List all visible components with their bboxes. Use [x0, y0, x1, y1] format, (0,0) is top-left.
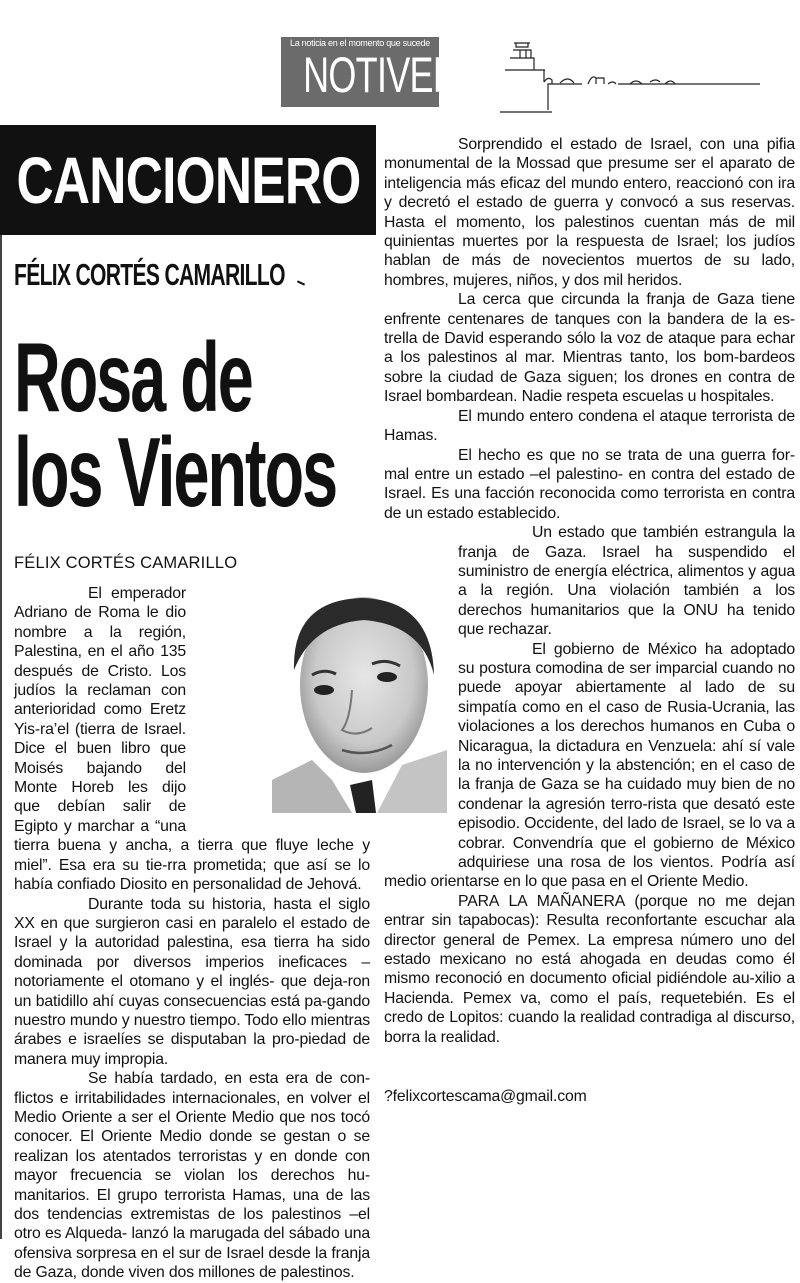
headline-line-1: Rosa de	[14, 322, 252, 432]
masthead-name: NOTIVER	[303, 47, 459, 103]
paragraph: Durante toda su historia, hasta el siglo XX en que surgieron casi en paralelo el estado de Israel y la autoridad palestina, esa tierra ha sido dominada por diversos imperios ineficaces –notoriamente el otomano y el inglés- que deja-ron un batidillo ahí cuyas consecuencias está pa-gando nuestro mundo y nuestro tiempo. Todo ello mientras árabes e israelíes se disputaban la pro-piedad de manera muy impropia.	[14, 895, 370, 1068]
section-title: CANCIONERO	[16, 143, 361, 217]
paragraph: El gobierno de México ha adoptado su postura comodina de ser imparcial cuando no puede apoyar abiertamente al lado de su simpatía como en el caso de Rusia-Ucrania, las violaciones a los derechos humanos en Cuba o Nicaragua, la dictadura en Venzuela: ahí sí vale la no intervención y la abstención; en el caso de la franja de Gaza se ha cuidado muy bien de no condenar la agresión terro-rista que desató este episodio. Occidente, del lado de Israel, se lo va a cobrar. Convendría que el gobierno de México adquiriese una rosa de los vientos. Podría así medio orientarse en lo que pasa en el Oriente Medio.	[384, 640, 795, 891]
author-portrait	[272, 580, 447, 813]
paragraph: El mundo entero condena el ataque terrorista de Hamas.	[384, 407, 795, 445]
columnist-name: FÉLIX CORTÉS CAMARILLO	[14, 257, 285, 292]
section-banner	[0, 125, 376, 235]
author-email[interactable]: ?felixcortescama@gmail.com	[384, 1088, 587, 1106]
stray-mark	[297, 280, 305, 285]
paragraph: Sorprendido el estado de Israel, con una pifia monumental de la Mossad que presume ser el aparato de inteligencia más eficaz del mundo entero, reaccionó con ira y decretó el estado de guerra y convocó a sus reservas. Hasta el momento, los palestinos cuentan más de mil quinientas muertes por la respuesta de Israel; los judíos hablan de más de novecientos muertos de su lado, hombres, mujeres, niños, y dos mil heridos.	[384, 136, 795, 289]
fortress-sketch-icon	[500, 38, 770, 118]
paragraph: Un estado que también estrangula la franja de Gaza. Israel ha suspendido el suministro de energía eléctrica, alimentos y agua a la región. Una violación también a los derechos humanitarios que la ONU ha tenido que rechazar.	[458, 524, 795, 639]
article-headline	[14, 322, 337, 527]
paragraph: El hecho es que no se trata de una guerra for-mal entre un estado –el palestino- en contra del estado de Israel. Es una facción reconocida como terrorista en contra de un estado establecido.	[384, 446, 795, 522]
paragraph: Se había tardado, en esta era de con-flictos e irritabilidades internacionales, en volver el Medio Oriente a ser el Oriente Medio que nos tocó conocer. El Oriente Medio donde se gestan o se realizan los atentados terroristas y en donde con mayor frecuencia se violan los derechos hu-manitarios. El grupo terrorista Hamas, una de las dos tendencias extremistas de los palestinos –el otro es Alqueda- lanzó la marugada del sábado una ofensiva sorpresa en el sur de Israel desde la franja de Gaza, donde viven dos millones de palestinos.	[14, 1070, 370, 1282]
notiver-logo[interactable]	[281, 37, 459, 107]
masthead-tagline: La noticia en el momento que sucede	[289, 38, 431, 49]
paragraph: El emperador Adriano de Roma le dio nombre a la región, Palestina, en el año 135 después de Cristo. Los judíos la reclaman con anterioridad como Eretz Yis-ra’el (tierra de Israel. Dice el buen libro que Moisés bajando del Monte Horeb les dijo que debían salir de Egipto y marchar a “una tierra buena y ancha, a tierra que fluye leche y miel”. Esa era su tie-rra prometida; que así se lo había confiado Diosito en personalidad de Jehová.	[14, 585, 370, 894]
page-border	[0, 127, 2, 1239]
headline-line-2: los Vientos	[14, 417, 337, 527]
paragraph: La cerca que circunda la franja de Gaza tiene enfrente centenares de tanques con la bandera de la es-trella de David esperando sólo la voz de ataque para echar a los palestinos al mar. Mientras tanto, los bom-bardeos sobre la ciudad de Gaza siguen; los drones en contra de Israel bombardean. Nadie respeta escuelas u hospitales.	[384, 291, 795, 406]
paragraph: PARA LA MAÑANERA (porque no me dejan entrar sin tapabocas): Resulta reconfortante escuchar ala director general de Pemex. La empresa número uno del estado mexicano no está ahogada en deudas como él mismo reconoció en documento oficial pidiéndole au-xilio a Hacienda. Pemex va, como el país, requetebién. Es el credo de Lopitos: cuando la realidad contradiga al discurso, borra la realidad.	[384, 892, 795, 1046]
article-byline: FÉLIX CORTÉS CAMARILLO	[14, 554, 238, 572]
